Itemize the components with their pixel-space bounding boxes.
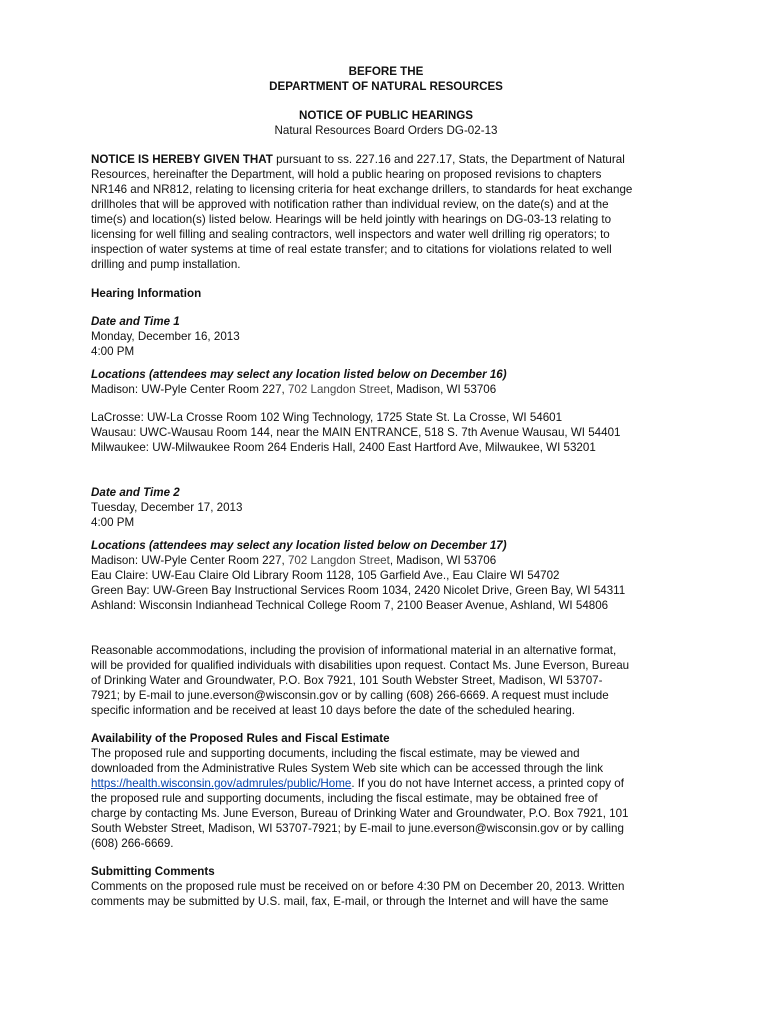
comments-heading: Submitting Comments bbox=[91, 865, 215, 878]
session1-time: 4:00 PM bbox=[91, 345, 135, 358]
document-page bbox=[91, 64, 681, 909]
session1-date: Monday, December 16, 2013 bbox=[91, 330, 240, 343]
session2-madison bbox=[91, 553, 681, 568]
accommodations-line: 7921; by E-mail to june.everson@wisconsin.gov or by calling (608) 266-6669. A request must include bbox=[91, 689, 609, 702]
session2-locations-heading: Locations (attendees may select any location listed below on December 17) bbox=[91, 539, 507, 552]
availability-link-line bbox=[91, 776, 681, 791]
accommodations-line: specific information and be received at least 10 days before the date of the scheduled hearing. bbox=[91, 704, 576, 717]
intro-line: NR146 and NR812, relating to licensing criteria for heat exchange drillers, to standards for heat exchange bbox=[91, 183, 633, 196]
session2-location-ashland: Ashland: Wisconsin Indianhead Technical College Room 7, 2100 Beaser Avenue, Ashland, WI 54806 bbox=[91, 599, 609, 612]
session1-location-milwaukee: Milwaukee: UW-Milwaukee Room 264 Enderis Hall, 2400 East Hartford Ave, Milwaukee, WI 53201 bbox=[91, 441, 596, 454]
availability-heading: Availability of the Proposed Rules and Fiscal Estimate bbox=[91, 732, 390, 745]
intro-line: drilling and pump installation. bbox=[91, 258, 241, 271]
comments-line: Comments on the proposed rule must be received on or before 4:30 PM on December 20, 2013. Written bbox=[91, 880, 625, 893]
notice-title: NOTICE OF PUBLIC HEARINGS bbox=[299, 109, 473, 122]
comments-line: comments may be submitted by U.S. mail, fax, E-mail, or through the Internet and will have the same bbox=[91, 895, 609, 908]
board-orders: Natural Resources Board Orders DG-02-13 bbox=[274, 124, 498, 137]
session2-date: Tuesday, December 17, 2013 bbox=[91, 501, 243, 514]
session2-location-eau-claire: Eau Claire: UW-Eau Claire Old Library Room 1128, 105 Garfield Ave., Eau Claire WI 54702 bbox=[91, 569, 560, 582]
header-department: DEPARTMENT OF NATURAL RESOURCES bbox=[269, 80, 503, 93]
intro-lead: NOTICE IS HEREBY GIVEN THAT bbox=[91, 153, 273, 166]
madison-label: Madison: UW-Pyle Center Room 227, bbox=[91, 554, 288, 567]
session2-time: 4:00 PM bbox=[91, 516, 135, 529]
intro-line: drillholes that will be approved with notification rather than individual review, on the date(s) and at the bbox=[91, 198, 609, 211]
header-before-the: BEFORE THE bbox=[348, 65, 424, 78]
madison-label: Madison: UW-Pyle Center Room 227, bbox=[91, 383, 288, 396]
intro-first-line-rest: pursuant to ss. 227.16 and 227.17, Stats, the Department of Natural bbox=[272, 153, 625, 166]
session1-locations-heading: Locations (attendees may select any location listed below on December 16) bbox=[91, 368, 507, 381]
session2-heading: Date and Time 2 bbox=[91, 486, 180, 499]
availability-line: (608) 266-6669. bbox=[91, 837, 174, 850]
availability-line: charge by contacting Ms. June Everson, Bureau of Drinking Water and Groundwater, P.O. Box 7921, 101 bbox=[91, 807, 629, 820]
intro-line: inspection of water systems at time of real estate transfer; and to citations for violations related to well bbox=[91, 243, 612, 256]
accommodations-line: Reasonable accommodations, including the provision of informational material in an alternative format, bbox=[91, 644, 617, 657]
madison-city: , Madison, WI 53706 bbox=[389, 383, 497, 396]
admin-rules-link[interactable]: https://health.wisconsin.gov/admrules/public/Home bbox=[91, 777, 352, 790]
intro-first-line bbox=[91, 152, 681, 167]
intro-line: time(s) and location(s) listed below. Hearings will be held jointly with hearings on DG-03-13 relating to bbox=[91, 213, 612, 226]
accommodations-line: of Drinking Water and Groundwater, P.O. Box 7921, 101 South Webster Street, Madison, WI 53707- bbox=[91, 674, 603, 687]
accommodations-line: will be provided for qualified individuals with disabilities upon request. Contact Ms. June Everson, Bureau bbox=[91, 659, 630, 672]
session2-location-green-bay: Green Bay: UW-Green Bay Instructional Services Room 1034, 2420 Nicolet Drive, Green Bay, WI 54311 bbox=[91, 584, 626, 597]
session1-madison bbox=[91, 382, 681, 397]
availability-line: The proposed rule and supporting documents, including the fiscal estimate, may be viewed and bbox=[91, 747, 580, 760]
availability-line-rest: . If you do not have Internet access, a printed copy of bbox=[351, 777, 624, 790]
session1-location-lacrosse: LaCrosse: UW-La Crosse Room 102 Wing Technology, 1725 State St. La Crosse, WI 54601 bbox=[91, 411, 563, 424]
madison-street: 702 Langdon Street bbox=[287, 383, 390, 396]
session1-heading: Date and Time 1 bbox=[91, 315, 180, 328]
intro-line: Resources, hereinafter the Department, will hold a public hearing on proposed revisions to chapters bbox=[91, 168, 602, 181]
session1-location-wausau: Wausau: UWC-Wausau Room 144, near the MAIN ENTRANCE, 518 S. 7th Avenue Wausau, WI 54401 bbox=[91, 426, 621, 439]
madison-street: 702 Langdon Street bbox=[287, 554, 390, 567]
availability-line: South Webster Street, Madison, WI 53707-7921; by E-mail to june.everson@wisconsin.gov or by calling bbox=[91, 822, 624, 835]
availability-line: the proposed rule and supporting documents, including the fiscal estimate, may be obtained free of bbox=[91, 792, 598, 805]
availability-line: downloaded from the Administrative Rules System Web site which can be accessed through the link bbox=[91, 762, 604, 775]
intro-line: licensing for well filling and sealing contractors, well inspectors and water well drilling rig operators; to bbox=[91, 228, 610, 241]
madison-city: , Madison, WI 53706 bbox=[389, 554, 497, 567]
hearing-info-heading: Hearing Information bbox=[91, 287, 202, 300]
